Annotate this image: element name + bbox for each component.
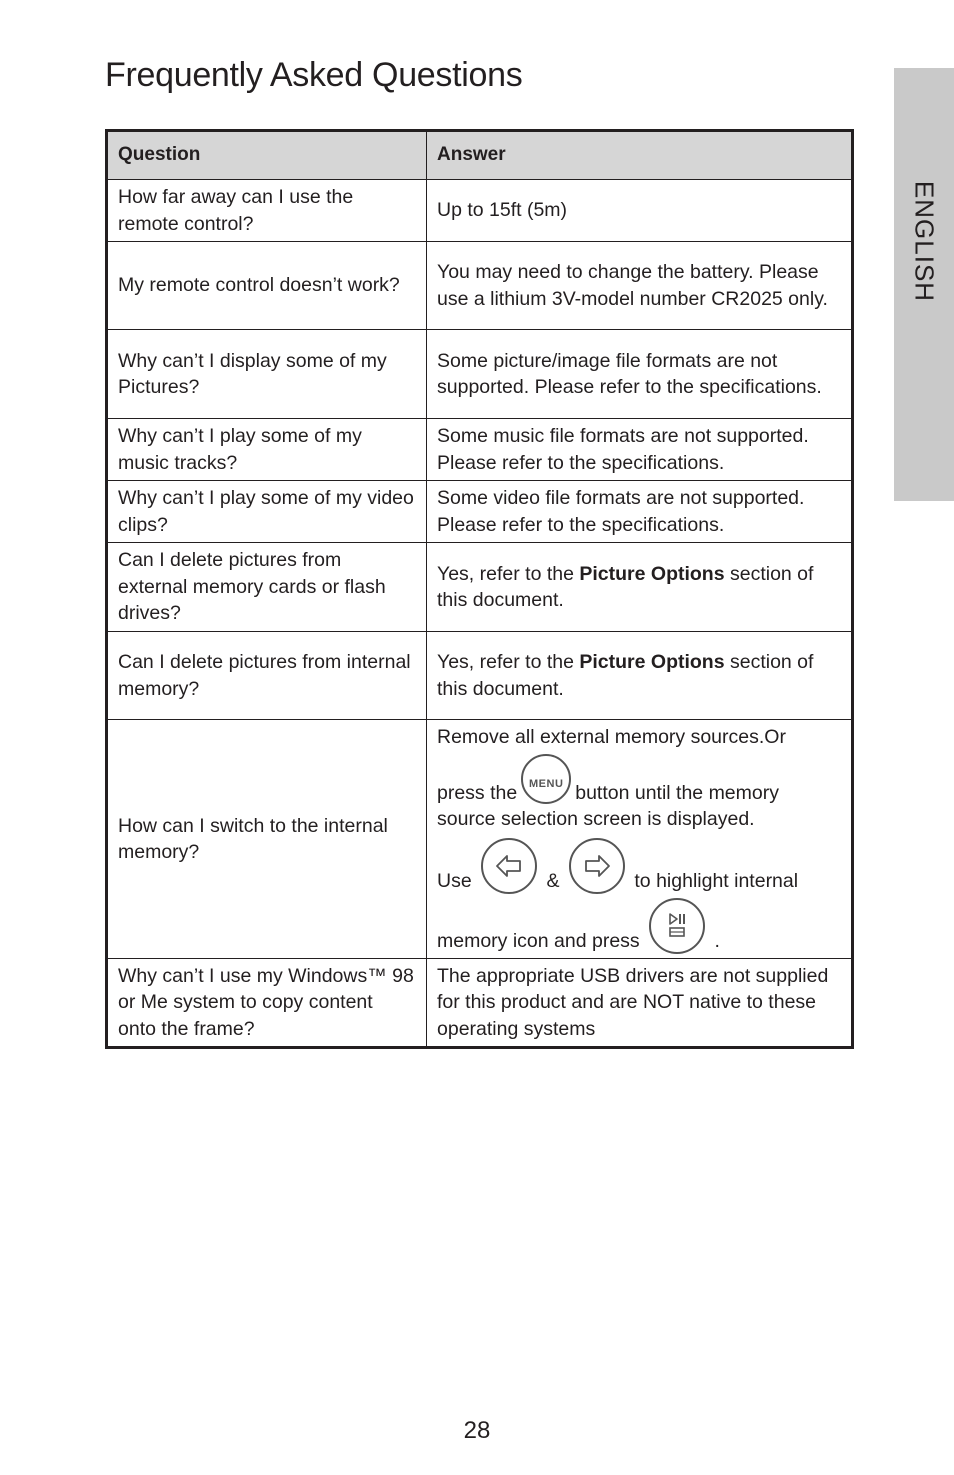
table-row — [107, 180, 853, 242]
header-question: Question — [107, 131, 427, 180]
language-tab — [894, 68, 954, 501]
answer-cell: Some video file formats are not supported. Please refer to the specifications. — [427, 481, 853, 543]
table-row — [107, 543, 853, 632]
answer-cell: Up to 15ft (5m) — [427, 180, 853, 242]
picture-options-ref: Picture Options — [579, 562, 725, 585]
header-answer: Answer — [427, 131, 853, 180]
table-row — [107, 632, 853, 720]
play-pause-button-icon — [649, 898, 705, 954]
table-row — [107, 419, 853, 481]
page-number: 28 — [463, 1417, 491, 1444]
answer-cell: You may need to change the battery. Please use a lithium 3V-model number CR2025 only. — [427, 242, 853, 330]
question-cell: Why can’t I use my Windows™ 98 or Me system to copy content onto the frame? — [107, 959, 427, 1048]
table-row — [107, 959, 853, 1048]
language-tab-label: ENGLISH — [909, 180, 940, 303]
table-header-row — [107, 131, 853, 180]
answer-text: Use — [437, 870, 472, 892]
question-cell: Can I delete pictures from internal memory? — [107, 632, 427, 720]
table-row — [107, 720, 853, 959]
answer-text: to highlight internal — [634, 870, 799, 892]
right-arrow-button-icon — [569, 838, 625, 894]
menu-label: MENU — [529, 778, 564, 790]
answer-cell — [427, 543, 853, 632]
answer-line — [437, 838, 841, 894]
answer-text: Yes, refer to the — [437, 651, 580, 673]
answer-text: & — [546, 870, 560, 892]
picture-options-ref: Picture Options — [579, 651, 725, 673]
menu-button-icon — [521, 754, 571, 804]
answer-cell — [427, 720, 853, 959]
table-row — [107, 330, 853, 419]
question-cell: How far away can I use the remote control? — [107, 180, 427, 242]
page-title: Frequently Asked Questions — [105, 56, 523, 94]
question-cell: Why can’t I play some of my music tracks? — [107, 419, 427, 481]
question-cell: Why can’t I display some of my Pictures? — [107, 330, 427, 419]
answer-text: . — [714, 930, 720, 952]
answer-line: Remove all external memory sources.Or — [437, 726, 786, 748]
left-arrow-button-icon — [481, 838, 537, 894]
faq-table — [105, 129, 854, 1049]
answer-text: memory icon and press — [437, 930, 640, 952]
answer-cell — [427, 632, 853, 720]
question-cell: How can I switch to the internal memory? — [107, 720, 427, 959]
answer-text: Yes, refer to the — [437, 562, 580, 585]
answer-cell: Some music file formats are not supported. Please refer to the specifications. — [427, 419, 853, 481]
answer-text: section of this document. — [437, 651, 814, 700]
question-cell: My remote control doesn’t work? — [107, 242, 427, 330]
answer-line — [437, 756, 841, 832]
answer-cell: The appropriate USB drivers are not supplied for this product and are NOT native to these operating systems — [427, 959, 853, 1048]
table-row — [107, 481, 853, 543]
answer-text: section of this document. — [437, 562, 814, 611]
question-cell: Why can’t I play some of my video clips? — [107, 481, 427, 543]
answer-line — [437, 898, 841, 954]
answer-text: button until the memory source selection screen is displayed. — [437, 782, 779, 830]
question-cell: Can I delete pictures from external memory cards or flash drives? — [107, 543, 427, 632]
answer-cell: Some picture/image file formats are not supported. Please refer to the specifications. — [427, 330, 853, 419]
table-row — [107, 242, 853, 330]
answer-text: press the — [437, 782, 518, 804]
